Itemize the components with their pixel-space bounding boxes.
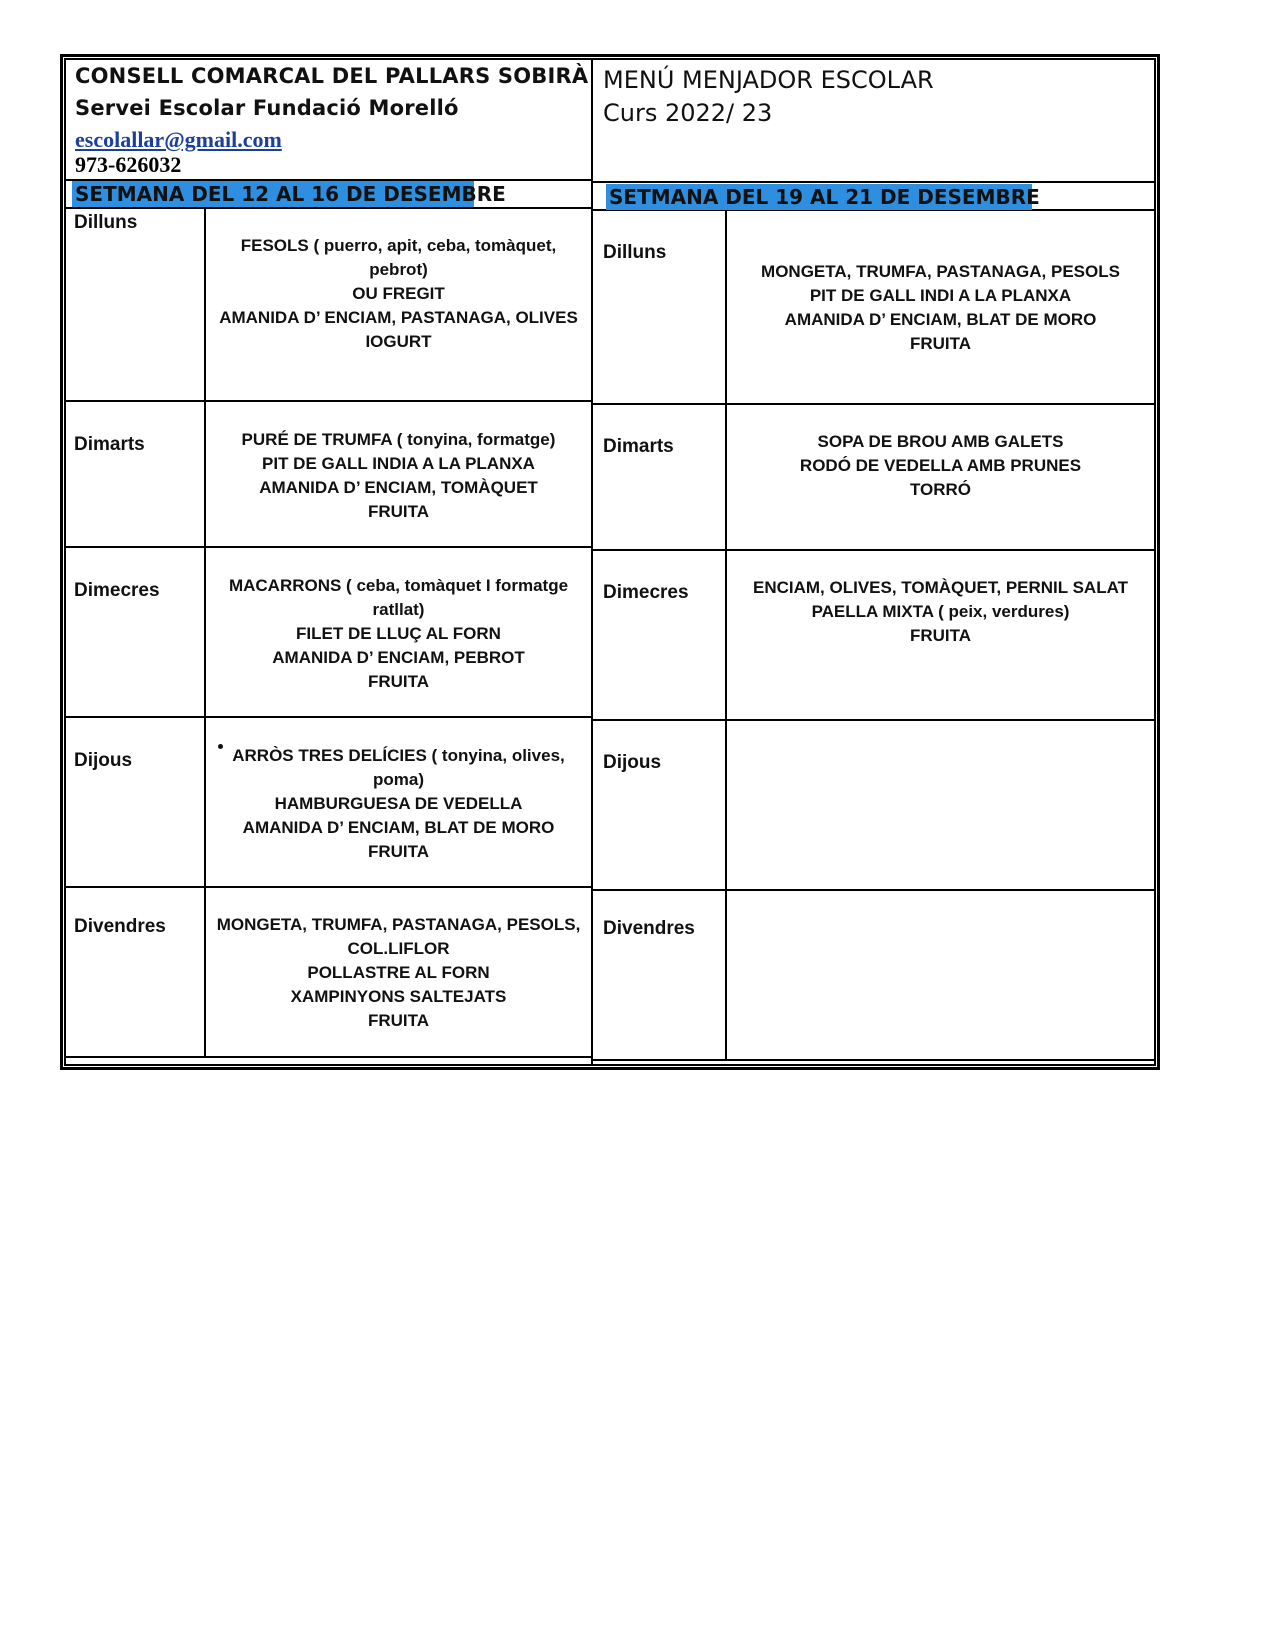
week2-day-thursday: Dijous [603,752,662,773]
week1-monday-menu [206,234,591,354]
row-line [64,886,592,888]
menu-line: HAMBURGUESA DE VEDELLA [274,794,523,813]
service-name: Servei Escolar Fundació Morelló [75,96,459,120]
menu-line: PAELLA MIXTA ( peix, verdures) [811,602,1070,621]
menu-line: AMANIDA D’ ENCIAM, PASTANAGA, OLIVES [219,308,578,327]
menu-line: RODÓ DE VEDELLA AMB PRUNES [799,456,1082,475]
contact-email-link[interactable]: escolallar@gmail.com [75,127,282,152]
week1-day-thursday: Dijous [74,750,133,771]
week2-monday-menu [727,260,1154,356]
menu-line: OU FREGIT [352,284,445,303]
menu-line: MACARRONS ( ceba, tomàquet I formatge ratllat) [228,576,569,619]
row-line [64,400,592,402]
week2-wednesday-menu [727,576,1154,648]
row-line [592,1059,1154,1061]
row-line [64,716,592,718]
row-line [64,1056,592,1058]
menu-line: AMANIDA D’ ENCIAM, BLAT DE MORO [784,310,1097,329]
week2-tuesday-menu [727,430,1154,502]
menu-line: FRUITA [909,626,972,645]
menu-line: FRUITA [367,1011,430,1030]
menu-line: MONGETA, TRUMFA, PASTANAGA, PESOLS, COL.LIFLOR [216,915,581,958]
row-line [592,889,1154,891]
row-line [592,181,1154,183]
contact-phone: 973-626032 [75,152,182,177]
menu-line: AMANIDA D’ ENCIAM, TOMÀQUET [259,478,538,497]
week2-day-tuesday: Dimarts [603,436,674,457]
menu-line: PIT DE GALL INDI A LA PLANXA [809,286,1072,305]
week1-thursday-menu [206,744,591,864]
row-line [592,403,1154,405]
menu-line: FRUITA [367,502,430,521]
menu-line: TORRÓ [909,480,972,499]
menu-line: SOPA DE BROU AMB GALETS [817,432,1064,451]
week1-wednesday-menu [206,574,591,694]
menu-line: MONGETA, TRUMFA, PASTANAGA, PESOLS [761,262,1120,281]
org-name: CONSELL COMARCAL DEL PALLARS SOBIRÀ [75,64,589,88]
week2-day-friday: Divendres [603,918,695,939]
menu-line: ENCIAM, OLIVES, TOMÀQUET, PERNIL SALAT [753,578,1128,597]
row-line [592,549,1154,551]
menu-line: FRUITA [367,672,430,691]
week1-day-friday: Divendres [74,916,166,937]
week1-day-tuesday: Dimarts [74,434,145,455]
course-year: Curs 2022/ 23 [603,99,773,127]
week2-day-wednesday: Dimecres [603,582,689,603]
week1-friday-menu [206,913,591,1033]
menu-line: POLLASTRE AL FORN [307,963,490,982]
menu-line: FESOLS ( puerro, apit, ceba, tomàquet, pebrot) [240,236,557,279]
menu-line: FILET DE LLUÇ AL FORN [296,624,501,643]
week2-heading: SETMANA DEL 19 AL 21 DE DESEMBRE [606,184,1032,210]
week1-heading: SETMANA DEL 12 AL 16 DE DESEMBRE [72,181,474,207]
week2-day-monday: Dilluns [603,242,667,263]
menu-line: IOGURT [365,332,432,351]
week1-tuesday-menu [206,428,591,524]
week1-day-wednesday: Dimecres [74,580,160,601]
menu-line: PIT DE GALL INDIA A LA PLANXA [262,454,535,473]
menu-line: AMANIDA D’ ENCIAM, BLAT DE MORO [242,818,555,837]
row-line [64,207,592,209]
menu-line: XAMPINYONS SALTEJATS [290,987,507,1006]
menu-line: PURÉ DE TRUMFA ( tonyina, formatge) [241,430,556,449]
week1-day-monday: Dilluns [74,212,138,233]
row-line [592,719,1154,721]
page-title: MENÚ MENJADOR ESCOLAR [603,66,934,94]
row-line [64,546,592,548]
menu-line: AMANIDA D’ ENCIAM, PEBROT [272,648,525,667]
menu-line: FRUITA [367,842,430,861]
menu-line: FRUITA [909,334,972,353]
menu-line: ARRÒS TRES DELÍCIES ( tonyina, olives, poma) [232,746,565,789]
